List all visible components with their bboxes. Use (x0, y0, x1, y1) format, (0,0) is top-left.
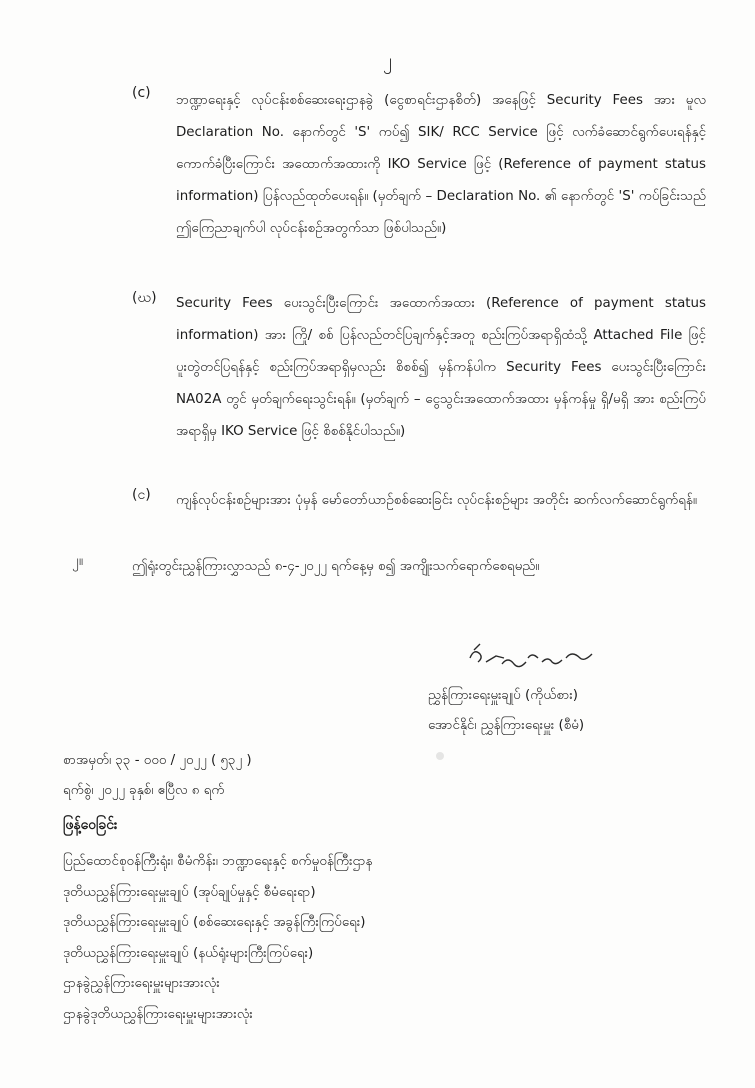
letter-date: ရက်စွဲ၊ ၂၀၂၂ ခုနှစ်၊ ဧပြီလ ၈ ရက် (63, 783, 225, 798)
distribution-entry: ဒုတိယညွှန်ကြားရေးမှူးချုပ် (အုပ်ချုပ်မှုနှင့် စီမံရေးရာ) (63, 884, 316, 900)
paragraph-marker: ၂။ (72, 553, 84, 569)
signer-title: ညွှန်ကြားရေးမှူးချုပ် (ကိုယ်စား) (428, 688, 578, 703)
distribution-list (63, 847, 703, 1030)
item-marker: (ဃ) (132, 290, 157, 306)
page-number: ၂ (383, 50, 392, 71)
item-marker: (c) (132, 85, 151, 101)
distribution-entry: ဒုတိယညွှန်ကြားရေးမှူးချုပ် (စစ်ဆေးရေးနှင့် အခွန်ကြီးကြပ်ရေး) (63, 915, 366, 930)
handwritten-signature (462, 638, 602, 676)
item-text: Security Fees ပေးသွင်းပြီးကြောင်း အထောက်အထား (Reference of payment status information) အား ကြို/ စစ် ပြန်လည်တင်ပြချက်နှင့်အတူ စည်းကြပ်အရာရှိထံသို့ Attached File ဖြင့် ပူးတွဲတင်ပြရန်နှင့် စည်းကြပ်အရာရှိမှလည်း စိစစ်၍ မှန်ကန်ပါက Security Fees ပေးသွင်းပြီးကြောင်း NA02A တွင် မှတ်ချက်ရေးသွင်းရန်။ (မှတ်ချက် – ငွေသွင်းအထောက်အထား မှန်ကန်မှု ရှိ/မရှိ အား စည်းကြပ်အရာရှိမှ IKO Service ဖြင့် စိစစ်နိုင်ပါသည်။) (176, 296, 706, 439)
distribution-entry: ဌာနခွဲညွှန်ကြားရေးမှူးများအားလုံး (63, 976, 220, 991)
signer-name: အောင်နိုင်၊ ညွှန်ကြားရေးမှူး (စီမံ) (428, 718, 585, 733)
item-text: ကျန်လုပ်ငန်းစဉ်များအား ပုံမှန် မော်တော်ယာဉ်စစ်ဆေးခြင်း လုပ်ငန်းစဉ်များ အတိုင်း ဆက်လက်ဆောင်ရွက်ရန်။ (176, 493, 697, 508)
distribution-heading: ဖြန့်ဝေခြင်း (63, 817, 118, 833)
paragraph-text: ဤရုံးတွင်းညွှန်ကြားလွှာသည် ၈-၄-၂၀၂၂ ရက်နေ့မှ စ၍ အကျိုးသက်ရောက်စေရမည်။ (132, 559, 540, 574)
item-marker: (င) (132, 487, 151, 503)
distribution-entry: ဒုတိယညွှန်ကြားရေးမှူးချုပ် (နယ်ရုံးများကြီးကြပ်ရေး) (63, 945, 314, 961)
reference-block (63, 746, 252, 806)
scan-smudge (436, 752, 444, 760)
distribution-entry: ဌာနခွဲဒုတိယညွှန်ကြားရေးမှူးများအားလုံး (63, 1006, 253, 1022)
distribution-entry: ပြည်ထောင်စုဝန်ကြီးရုံး၊ စီမံကိန်း၊ ဘဏ္ဍာရေးနှင့် စက်မှုဝန်ကြီးဌာန (63, 854, 373, 869)
letter-number: စာအမှတ်၊ ၃၃ - ၀၀၀ / ၂၀၂၂ ( ၅၃၂ ) (63, 753, 252, 768)
item-text: ဘဏ္ဍာရေးနှင့် လုပ်ငန်းစစ်ဆေးရေးဌာနခွဲ (ငွေစာရင်းဌာနစိတ်) အနေဖြင့် Security Fees အား မူလ Declaration No. နောက်တွင် 'S' ကပ်၍ SIK/ RCC Service ဖြင့် လက်ခံဆောင်ရွက်ပေးရန်နှင့် ကောက်ခံပြီးကြောင်း အထောက်အထားကို IKO Service ဖြင့် (Reference of payment status information) ပြန်လည်ထုတ်ပေးရန်။ (မှတ်ချက် – Declaration No. ၏ နောက်တွင် 'S' ကပ်ခြင်းသည် ဤကြေညာချက်ပါ လုပ်ငန်းစဉ်အတွက်သာ ဖြစ်ပါသည်။) (176, 93, 706, 236)
